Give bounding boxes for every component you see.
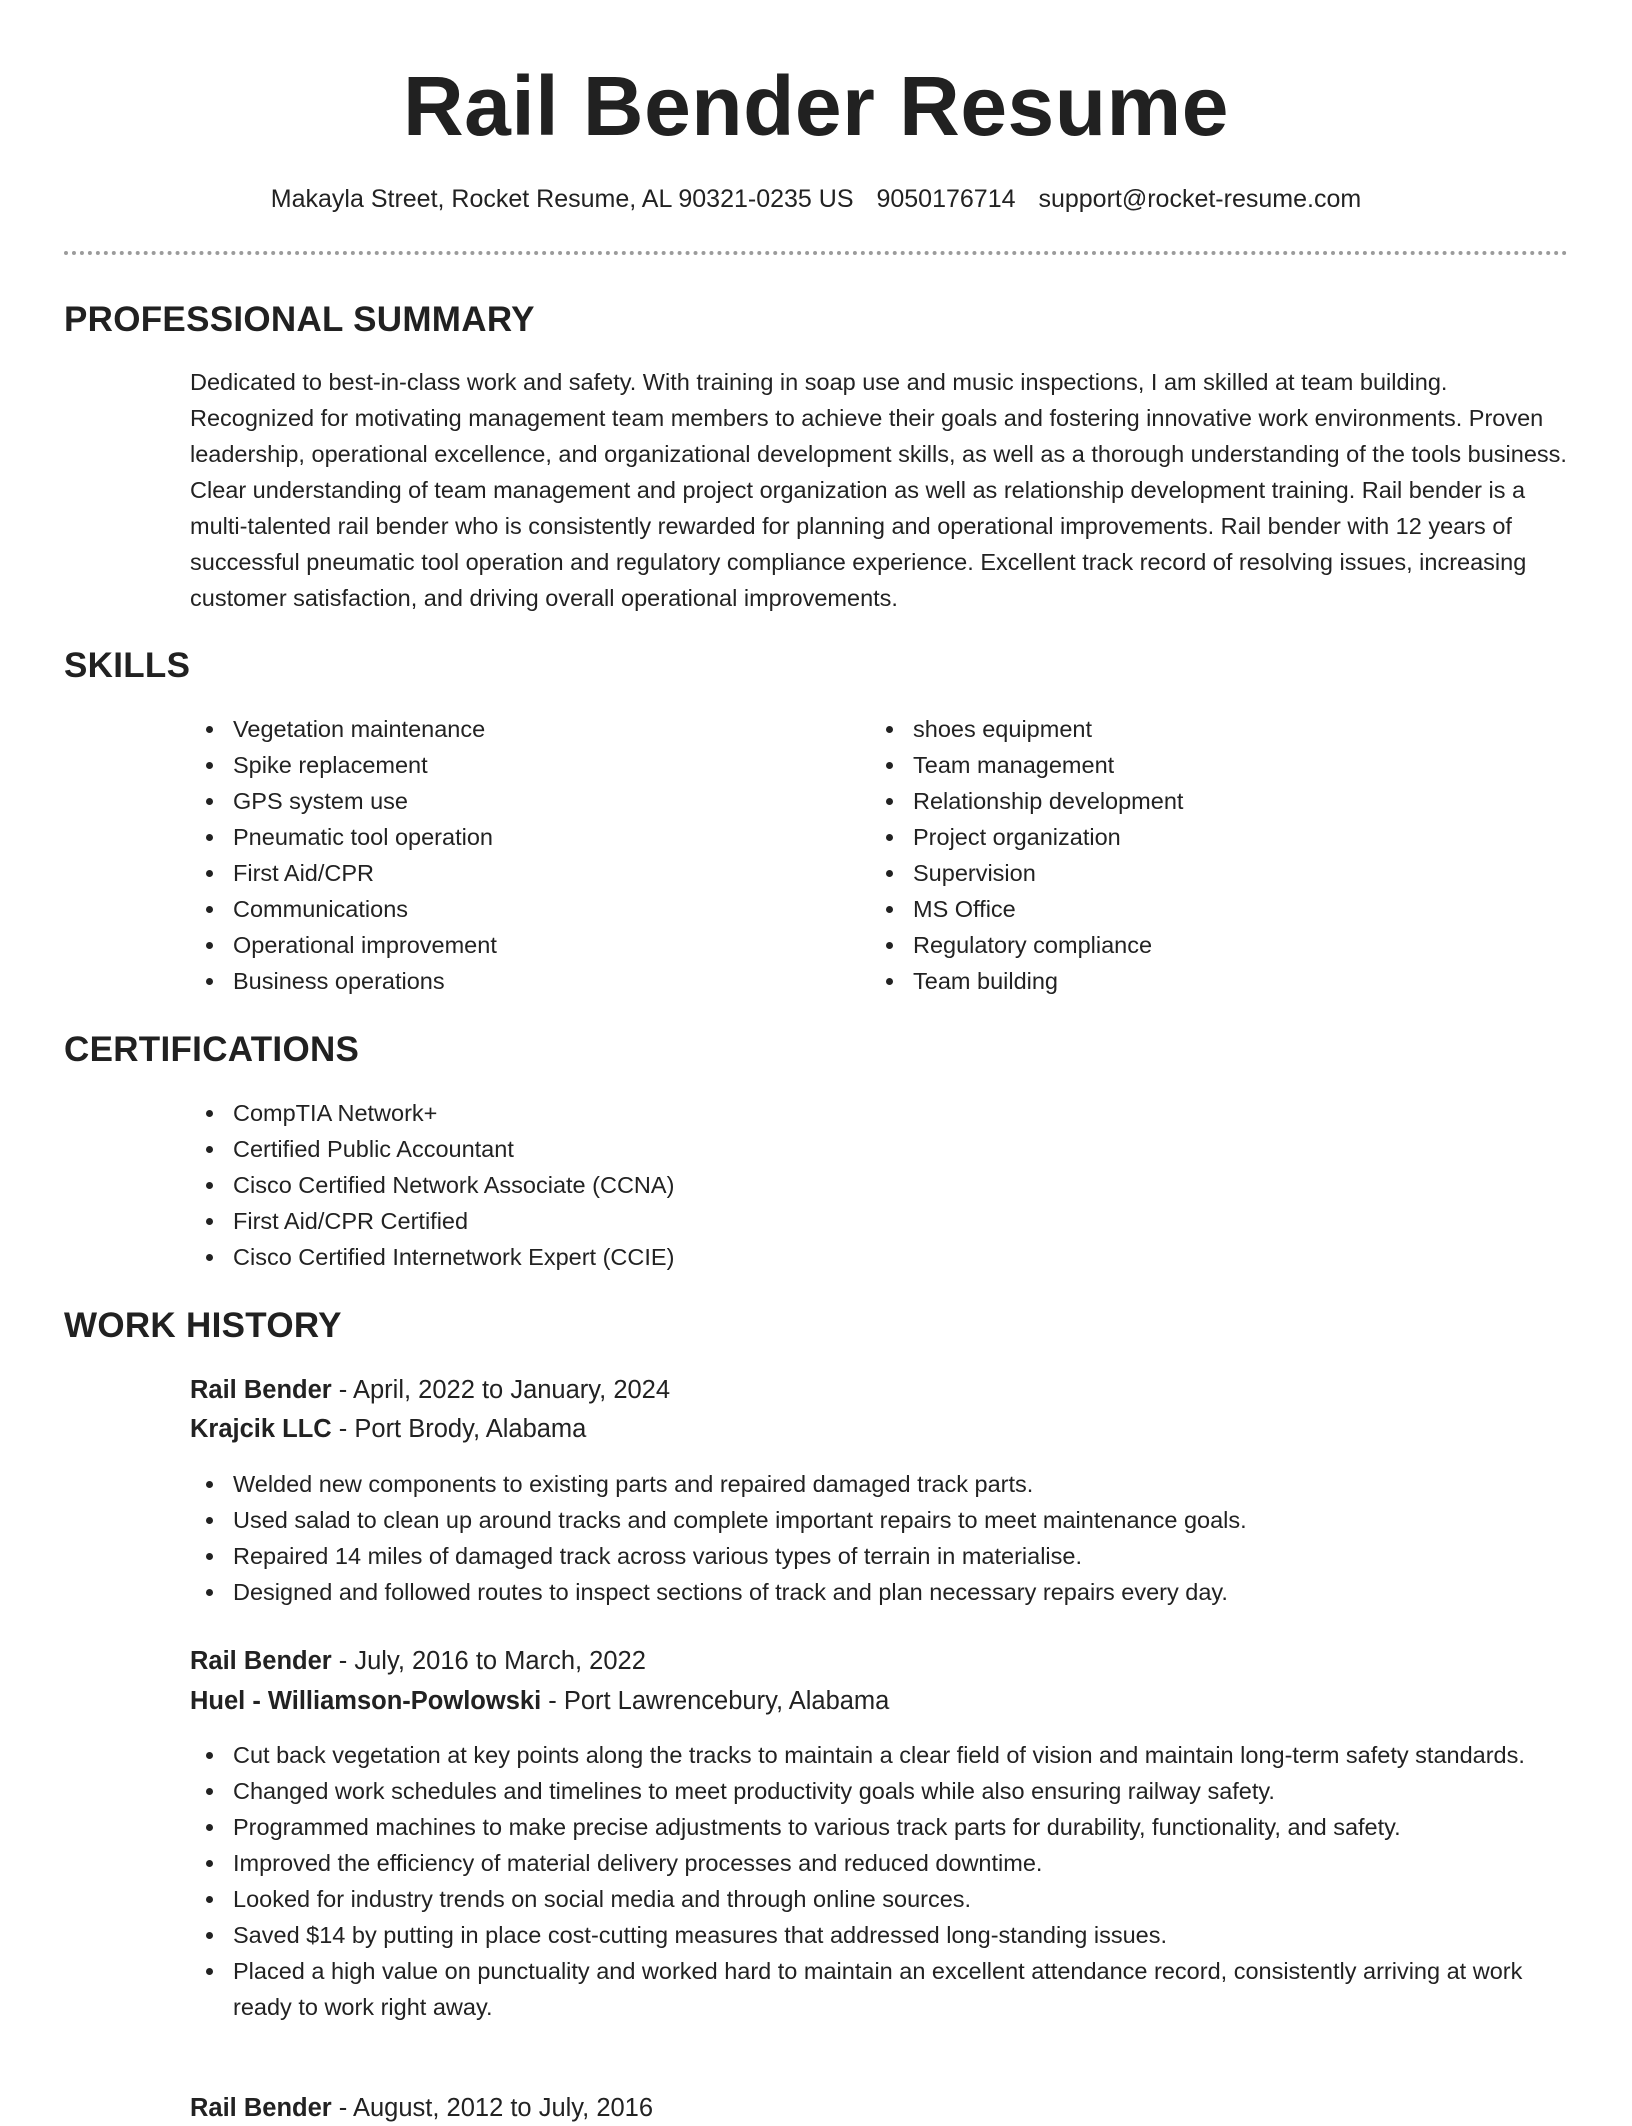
- summary-heading: PROFESSIONAL SUMMARY: [64, 300, 535, 339]
- skill-item: Communications: [190, 891, 830, 927]
- job-bullet: Looked for industry trends on social media and through online sources.: [190, 1881, 1568, 1917]
- skill-item: shoes equipment: [870, 711, 1510, 747]
- skill-item: Vegetation maintenance: [190, 711, 830, 747]
- job-bullet: Improved the efficiency of material delivery processes and reduced downtime.: [190, 1845, 1568, 1881]
- job-dates: - August, 2012 to July, 2016: [331, 2094, 654, 2122]
- job-bullet: Welded new components to existing parts and repaired damaged track parts.: [190, 1466, 1568, 1502]
- job-bullets: [190, 1466, 1568, 1610]
- job-location: - Port Lawrencebury, Alabama: [541, 1687, 890, 1715]
- job-bullet: Saved $14 by putting in place cost-cutting measures that addressed long-standing issues.: [190, 1917, 1568, 1953]
- certification-item: Cisco Certified Internetwork Expert (CCIE): [190, 1239, 1490, 1275]
- skill-item: Supervision: [870, 855, 1510, 891]
- skills-heading: SKILLS: [64, 646, 191, 685]
- certification-item: Cisco Certified Network Associate (CCNA): [190, 1167, 1490, 1203]
- skill-item: Project organization: [870, 819, 1510, 855]
- skill-item: Operational improvement: [190, 927, 830, 963]
- job-role: Rail Bender: [190, 1647, 332, 1675]
- job-dates: - April, 2022 to January, 2024: [331, 1376, 671, 1404]
- certifications-list: [190, 1095, 1490, 1275]
- job-bullet: Designed and followed routes to inspect sections of track and plan necessary repairs every day.: [190, 1574, 1568, 1610]
- job-company-line: [190, 1411, 586, 1447]
- contact-email: support@rocket-resume.com: [1038, 185, 1362, 213]
- contact-phone: 9050176714: [876, 185, 1016, 213]
- job-company: Krajcik LLC: [190, 1415, 332, 1443]
- job-bullet: Changed work schedules and timelines to meet productivity goals while also ensuring railway safety.: [190, 1773, 1568, 1809]
- job-title-line: [190, 2090, 653, 2126]
- certification-item: First Aid/CPR Certified: [190, 1203, 1490, 1239]
- job-dates: - July, 2016 to March, 2022: [331, 1647, 646, 1675]
- header-divider: [64, 251, 1568, 255]
- skill-item: Team building: [870, 963, 1510, 999]
- contact-address: Makayla Street, Rocket Resume, AL 90321-0235 US: [270, 185, 854, 213]
- job-title-line: [190, 1643, 646, 1679]
- job-bullet: Placed a high value on punctuality and worked hard to maintain an excellent attendance record, consistently arriving at work ready to work right away.: [190, 1953, 1568, 2025]
- skill-item: Regulatory compliance: [870, 927, 1510, 963]
- summary-text: Dedicated to best-in-class work and safety. With training in soap use and music inspections, I am skilled at team building. Recognized for motivating management team members to achieve their goals and fostering innovative work environments. Proven leadership, operational excellence, and organizational development skills, as well as a thorough understanding of the tools business. Clear understanding of team management and project organization as well as relationship development training. Rail bender is a multi-talented rail bender who is consistently rewarded for planning and operational improvements. Rail bender with 12 years of successful pneumatic tool operation and regulatory compliance experience. Excellent track record of resolving issues, increasing customer satisfaction, and driving overall operational improvements.: [190, 369, 1567, 611]
- skill-item: Business operations: [190, 963, 830, 999]
- skills-list-left: [190, 711, 830, 999]
- job-company: Huel - Williamson-Powlowski: [190, 1687, 542, 1715]
- resume-title: Rail Bender Resume: [403, 59, 1229, 153]
- certification-item: Certified Public Accountant: [190, 1131, 1490, 1167]
- job-bullet: Repaired 14 miles of damaged track across various types of terrain in materialise.: [190, 1538, 1568, 1574]
- job-role: Rail Bender: [190, 2094, 332, 2122]
- skills-list-right: [870, 711, 1510, 999]
- job-bullets: [190, 1737, 1568, 2025]
- skill-item: Team management: [870, 747, 1510, 783]
- certifications-heading: CERTIFICATIONS: [64, 1030, 360, 1069]
- work-history-heading: WORK HISTORY: [64, 1306, 342, 1345]
- skill-item: Spike replacement: [190, 747, 830, 783]
- contact-line: [0, 183, 1632, 215]
- job-location: - Port Brody, Alabama: [331, 1415, 587, 1443]
- job-role: Rail Bender: [190, 1376, 332, 1404]
- skill-item: First Aid/CPR: [190, 855, 830, 891]
- job-title-line: [190, 1372, 670, 1408]
- skill-item: Relationship development: [870, 783, 1510, 819]
- job-bullet: Programmed machines to make precise adjustments to various track parts for durability, functionality, and safety.: [190, 1809, 1568, 1845]
- job-bullet: Used salad to clean up around tracks and complete important repairs to meet maintenance goals.: [190, 1502, 1568, 1538]
- skill-item: MS Office: [870, 891, 1510, 927]
- job-bullet: Cut back vegetation at key points along the tracks to maintain a clear field of vision and maintain long-term safety standards.: [190, 1737, 1568, 1773]
- skill-item: Pneumatic tool operation: [190, 819, 830, 855]
- skill-item: GPS system use: [190, 783, 830, 819]
- certification-item: CompTIA Network+: [190, 1095, 1490, 1131]
- job-company-line: [190, 1683, 889, 1719]
